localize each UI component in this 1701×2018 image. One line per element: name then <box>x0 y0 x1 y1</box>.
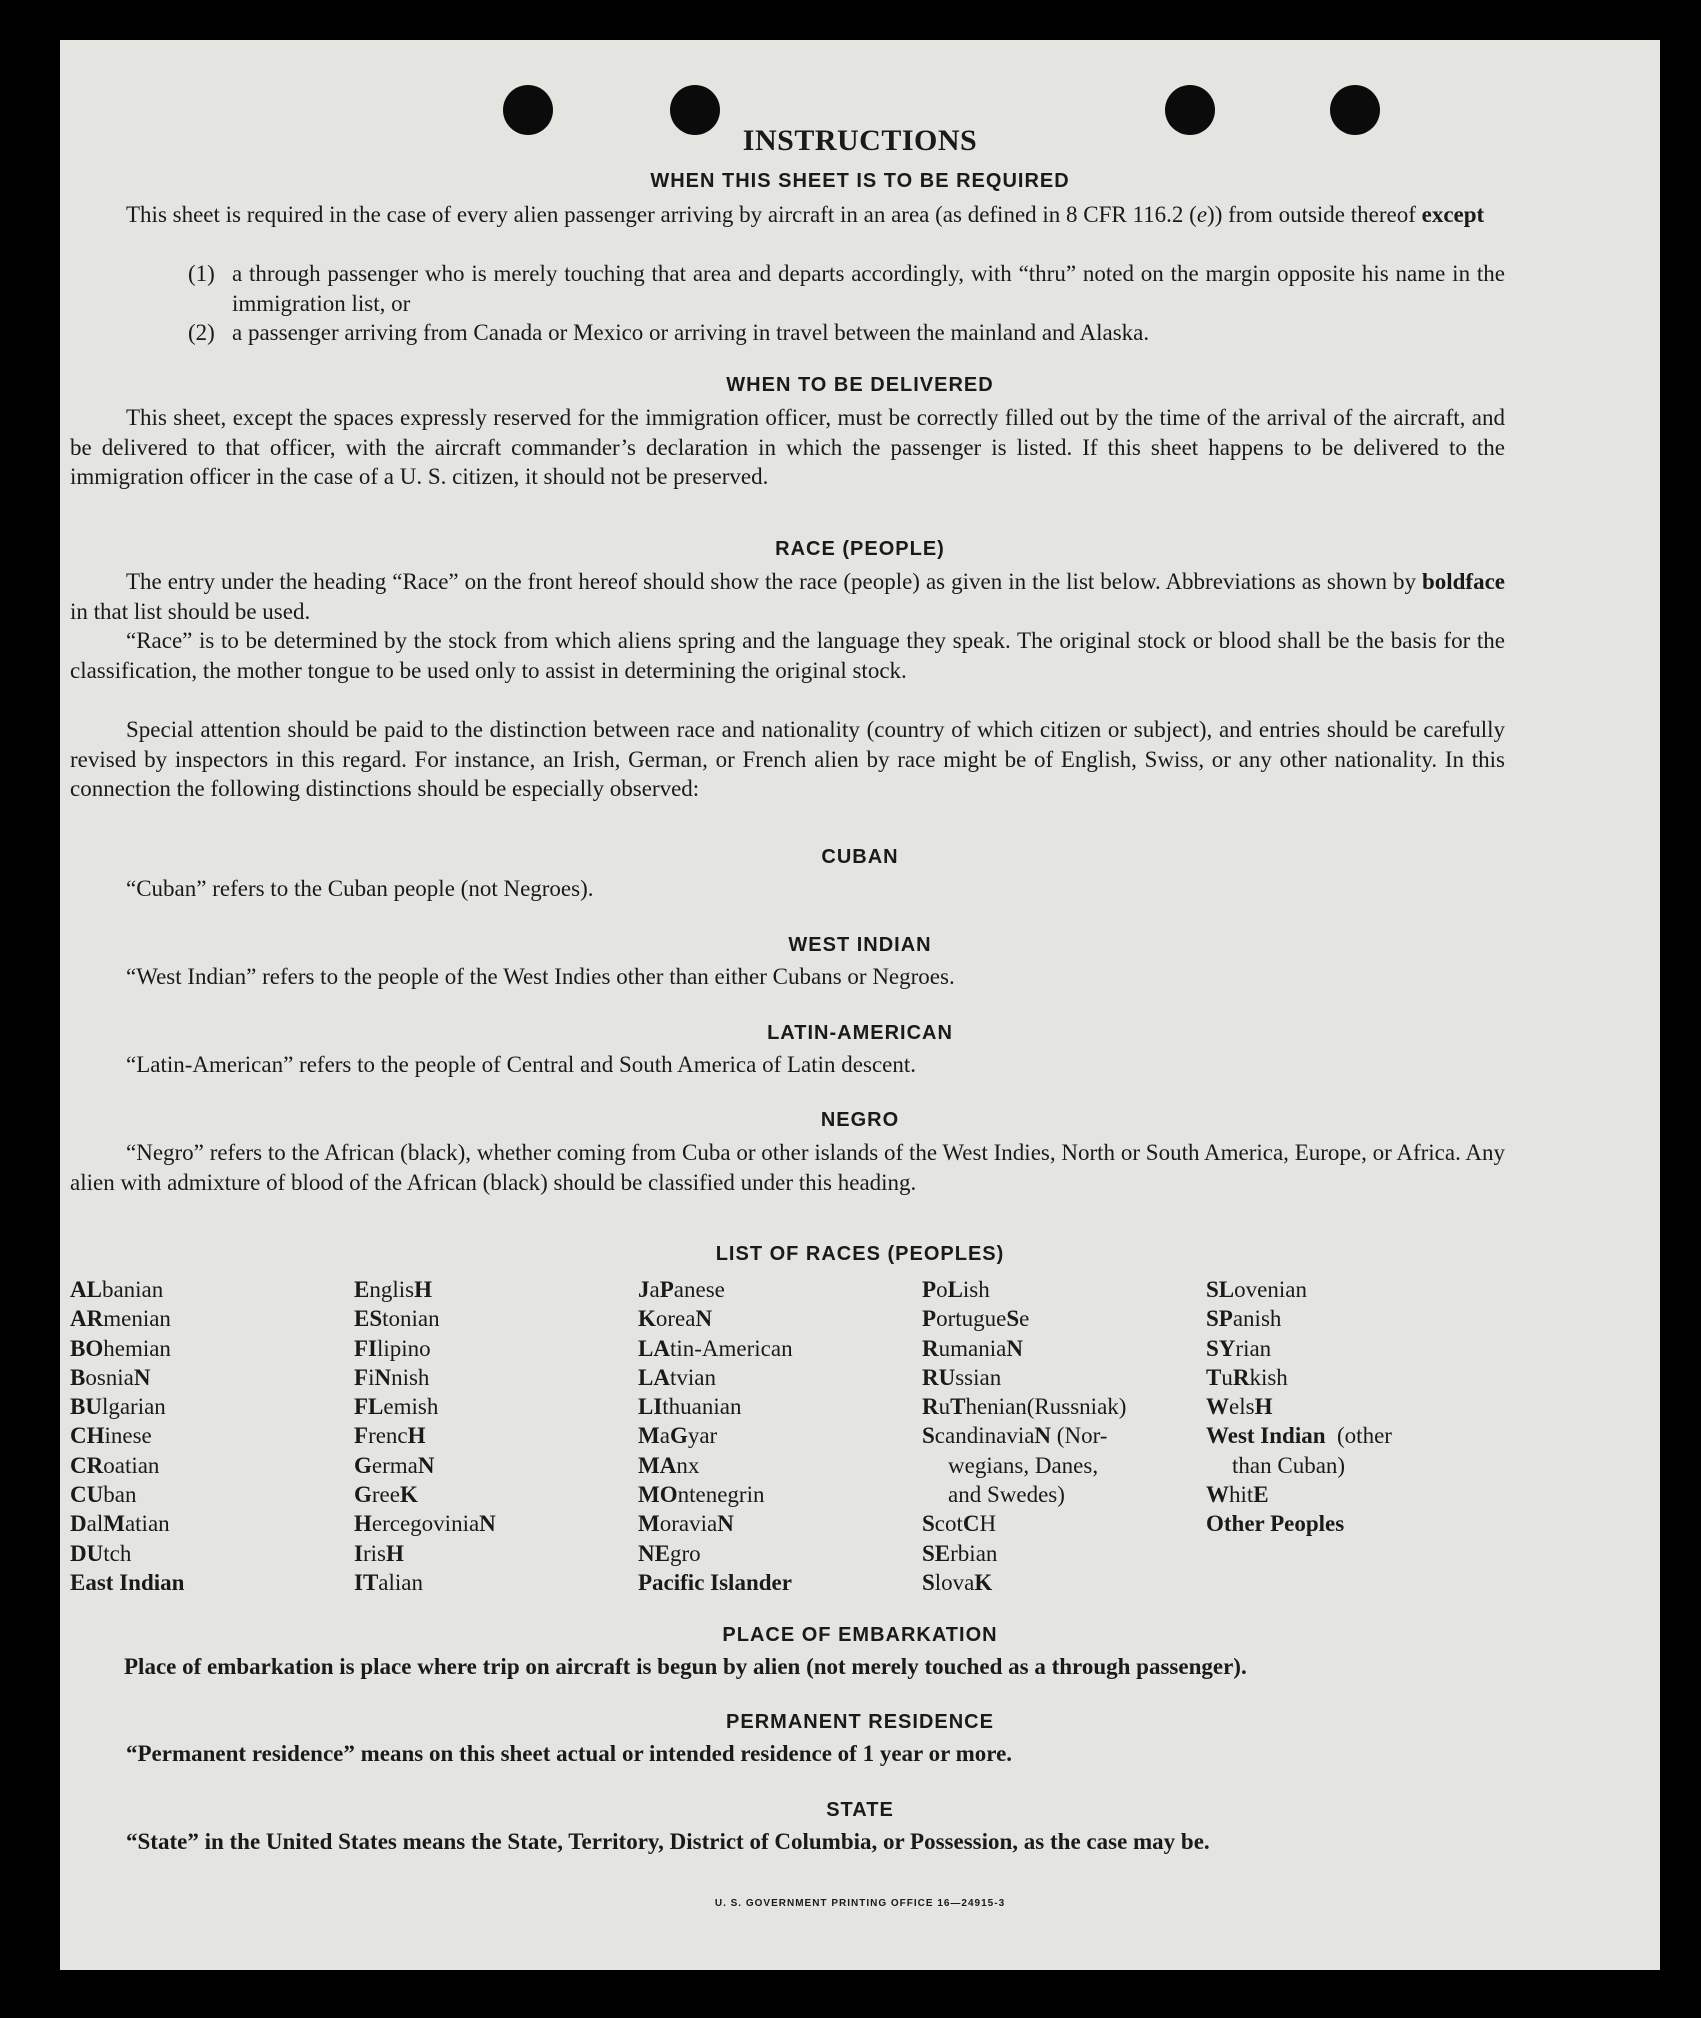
race-abbrev-bold: N <box>417 1452 435 1478</box>
race-text: hit <box>1229 1482 1254 1508</box>
west-indian-text: “West Indian” refers to the people of the West Indies other than either Cubans or Negroes. <box>126 964 955 989</box>
race-text: rbian <box>950 1540 998 1566</box>
race-abbrev-bold: W <box>1206 1394 1229 1420</box>
race-text: ovenian <box>1234 1277 1307 1302</box>
race-entry <box>354 1480 496 1509</box>
race-text: candinavia <box>934 1423 1035 1449</box>
race-text: osnia <box>85 1364 134 1390</box>
section-heading-when-delivered: WHEN TO BE DELIVERED <box>726 374 994 396</box>
race-abbrev-bold: N <box>1006 1335 1023 1361</box>
race-text: than Cuban) <box>1232 1452 1346 1478</box>
race-entry <box>70 1275 184 1304</box>
race-abbrev-bold: FL <box>354 1394 384 1420</box>
race-abbrev-bold: SY <box>1206 1335 1236 1361</box>
race-entry <box>354 1568 496 1597</box>
race-text: els <box>1229 1394 1255 1420</box>
race-text: banian <box>101 1277 164 1302</box>
race-abbrev-bold: K <box>399 1482 418 1508</box>
when-required-intro <box>70 200 1505 230</box>
negro-text: “Negro” refers to the African (black), whether coming from Cuba or other islands of the West Indies, North or South America, Europe, or Africa. Any alien with admixture of blood of the African (black) should be classified under this heading. <box>70 1140 1505 1195</box>
race-entry <box>70 1363 184 1392</box>
race-abbrev-bold: West Indian <box>1206 1423 1326 1449</box>
race-entry <box>70 1451 184 1480</box>
race-text: cot <box>934 1511 963 1537</box>
race-abbrev-bold: M <box>638 1511 660 1537</box>
race-abbrev-bold: W <box>1206 1482 1229 1508</box>
race-abbrev-bold: Pacific Islander <box>638 1569 792 1595</box>
race-text: (Nor- <box>1051 1423 1108 1449</box>
race-abbrev-bold: LI <box>638 1394 663 1420</box>
race-abbrev-bold: N <box>1034 1423 1052 1449</box>
race-text: orea <box>655 1306 696 1332</box>
intro-text-b: )) from outside thereof <box>1207 202 1422 227</box>
residence-body: “Permanent residence” means on this sheet actual or intended residence of 1 year or more. <box>126 1741 1013 1766</box>
races-column-3 <box>638 1275 793 1597</box>
race-abbrev-bold: AR <box>70 1306 104 1332</box>
race-text: ntenegrin <box>677 1482 765 1508</box>
race-entry <box>70 1392 184 1421</box>
race-abbrev-bold: S <box>1006 1306 1020 1332</box>
race-entry <box>922 1275 1126 1304</box>
race-text: anese <box>673 1277 725 1302</box>
document-sheet <box>60 40 1660 1970</box>
item-1-number: (1) <box>188 261 215 286</box>
race-abbrev-bold: MA <box>638 1452 677 1478</box>
race-text: a <box>649 1277 660 1302</box>
race-text: henian(Russniak) <box>965 1394 1127 1420</box>
latin-american-text: “Latin-American” refers to the people of Central and South America of Latin descent. <box>126 1052 916 1077</box>
race-text: e <box>1019 1306 1030 1332</box>
race-text: oravia <box>659 1511 718 1537</box>
section-heading-negro: NEGRO <box>820 1109 900 1131</box>
race-entry <box>922 1421 1126 1450</box>
race-text: inese <box>104 1423 152 1449</box>
race-entry <box>70 1509 184 1538</box>
race-abbrev-bold: FI <box>354 1335 377 1361</box>
race-abbrev-bold: P <box>659 1277 674 1302</box>
race-abbrev-bold: BO <box>70 1335 104 1361</box>
race-abbrev-bold: N <box>374 1364 392 1390</box>
race-entry <box>922 1451 1126 1480</box>
race-abbrev-bold: BU <box>70 1394 102 1420</box>
when-delivered-text: This sheet, except the spaces expressly reserved for the immigration officer, must be correctly filled out by the time of the arrival of the aircraft, and be delivered to that officer, with the aircraft commander’s declaration in which the passenger is listed. If this sheet happens to be delivered to the immigration officer in the case of a U. S. citizen, it should not be preserved. <box>70 405 1505 489</box>
race-abbrev-bold: P <box>922 1306 937 1332</box>
race-entry <box>922 1334 1126 1363</box>
race-abbrev-bold: M <box>103 1511 125 1537</box>
race-abbrev-bold: N <box>479 1511 496 1537</box>
race-abbrev-bold: S <box>922 1511 935 1537</box>
list-of-races-heading: LIST OF RACES (PEOPLES) <box>715 1243 1005 1265</box>
race-abbrev-bold: H <box>414 1277 432 1302</box>
race-entry <box>922 1304 1126 1333</box>
race-abbrev-bold: H <box>354 1511 372 1537</box>
printing-office-footer: U. S. GOVERNMENT PRINTING OFFICE 16—24915-3 <box>714 1898 1006 1909</box>
race-text: tch <box>103 1540 132 1566</box>
race-text: lipino <box>377 1335 431 1361</box>
race-abbrev-bold: LA <box>638 1335 670 1361</box>
race-text: nglis <box>369 1277 415 1302</box>
item-2-text: a passenger arriving from Canada or Mexico or arriving in travel between the mainland and Alaska. <box>232 320 1150 345</box>
race-abbrev-bold: F <box>354 1423 369 1449</box>
race-p1-bold: boldface <box>1421 569 1505 594</box>
race-entry <box>1206 1480 1392 1509</box>
section-heading-west-indian: WEST INDIAN <box>788 934 932 956</box>
race-text: ssian <box>955 1364 1002 1390</box>
race-text: alian <box>378 1569 423 1595</box>
race-abbrev-bold: MO <box>638 1482 678 1508</box>
race-text: rian <box>1235 1335 1272 1361</box>
section-heading-latin-american: LATIN-AMERICAN <box>767 1022 953 1044</box>
race-abbrev-bold: C <box>962 1511 980 1537</box>
race-entry <box>638 1480 793 1509</box>
race-text: yar <box>687 1423 718 1449</box>
races-column-2 <box>354 1275 496 1597</box>
race-text: tin-American <box>669 1335 793 1361</box>
race-abbrev-bold: B <box>70 1364 86 1390</box>
race-abbrev-bold: P <box>922 1277 937 1302</box>
race-text: ban <box>103 1482 137 1508</box>
section-heading-race: RACE (PEOPLE) <box>775 538 945 560</box>
race-text: lgarian <box>101 1394 166 1420</box>
race-entry <box>1206 1304 1392 1333</box>
race-p1-b: in that list should be used. <box>70 598 311 624</box>
race-paragraph-3: Special attention should be paid to the distinction between race and nationality (country of which citizen or subject), and entries should be carefully revised by inspectors in this regard. For instance, an Irish, German, or French alien by race might be of English, Swiss, or any other nationality. In this connection the following distinctions should be especially observed: <box>70 717 1505 801</box>
embarkation-text: Place of embarkation is place where trip on aircraft is begun by alien (not merely touched as a through passenger). <box>124 1654 1247 1679</box>
race-text: ree <box>371 1482 400 1508</box>
race-entry <box>70 1421 184 1450</box>
race-abbrev-bold: S <box>922 1423 935 1449</box>
race-abbrev-bold: G <box>669 1423 688 1449</box>
race-abbrev-bold: NE <box>638 1540 670 1566</box>
race-abbrev-bold: East Indian <box>70 1569 185 1595</box>
race-entry <box>638 1421 793 1450</box>
race-entry <box>638 1392 793 1421</box>
race-text: emish <box>383 1394 439 1420</box>
intro-text-e: e <box>1196 202 1208 227</box>
race-abbrev-bold: F <box>354 1364 369 1390</box>
races-column-5 <box>1206 1275 1392 1539</box>
race-abbrev-bold: E <box>1253 1482 1269 1508</box>
race-entry <box>922 1392 1126 1421</box>
race-text: u <box>938 1394 951 1420</box>
race-abbrev-bold: CH <box>70 1423 105 1449</box>
race-abbrev-bold: IT <box>354 1569 379 1595</box>
race-abbrev-bold: DU <box>70 1540 104 1566</box>
races-column-4 <box>922 1275 1126 1597</box>
race-text: erma <box>371 1452 418 1478</box>
race-text: ris <box>362 1540 386 1566</box>
races-column-1 <box>70 1275 184 1597</box>
race-entry <box>922 1509 1126 1538</box>
race-abbrev-bold: R <box>1232 1364 1250 1390</box>
section-heading-residence: PERMANENT RESIDENCE <box>726 1711 994 1733</box>
intro-except: except <box>1421 202 1485 227</box>
race-abbrev-bold: N <box>133 1364 151 1390</box>
race-text: umania <box>938 1335 1007 1361</box>
race-abbrev-bold: H <box>385 1540 404 1566</box>
race-entry <box>922 1539 1126 1568</box>
race-abbrev-bold: T <box>950 1394 966 1420</box>
race-entry <box>638 1275 793 1304</box>
race-abbrev-bold: G <box>354 1482 372 1508</box>
item-2-number: (2) <box>188 320 215 345</box>
race-abbrev-bold: K <box>638 1306 656 1332</box>
race-abbrev-bold: K <box>974 1569 993 1595</box>
race-entry <box>70 1334 184 1363</box>
race-p1-a: The entry under the heading “Race” on the front hereof should show the race (people) as given in the list below. Abbreviations as shown by <box>126 569 1422 594</box>
race-text: oatian <box>103 1452 160 1478</box>
race-entry <box>70 1304 184 1333</box>
race-text: i <box>368 1364 375 1390</box>
state-text: “State” in the United States means the State, Territory, District of Columbia, or Possession, as the case may be. <box>126 1829 1210 1854</box>
race-entry <box>638 1451 793 1480</box>
race-entry <box>1206 1363 1392 1392</box>
race-abbrev-bold: M <box>638 1423 660 1449</box>
race-abbrev-bold: I <box>354 1540 363 1566</box>
race-text: and Swedes) <box>948 1482 1065 1508</box>
race-entry <box>1206 1509 1392 1538</box>
race-abbrev-bold: ES <box>354 1306 383 1332</box>
race-entry <box>1206 1451 1392 1480</box>
race-text: gro <box>669 1540 701 1566</box>
race-text: kish <box>1249 1364 1288 1390</box>
race-entry <box>354 1275 496 1304</box>
race-entry <box>70 1568 184 1597</box>
race-text: anish <box>1232 1306 1282 1332</box>
race-entry <box>1206 1275 1392 1304</box>
section-heading-cuban: CUBAN <box>821 846 899 868</box>
race-abbrev-bold: SP <box>1206 1306 1233 1332</box>
race-abbrev-bold: SL <box>1206 1277 1235 1302</box>
residence-text <box>70 1739 1505 1769</box>
race-entry <box>70 1539 184 1568</box>
race-paragraph-1 <box>70 567 1505 626</box>
race-entry <box>1206 1392 1392 1421</box>
race-abbrev-bold: AL <box>70 1277 102 1302</box>
race-entry <box>354 1392 496 1421</box>
race-text: H <box>979 1511 997 1537</box>
race-text: hemian <box>103 1335 171 1361</box>
race-abbrev-bold: R <box>922 1335 939 1361</box>
race-text: o <box>936 1277 948 1302</box>
race-abbrev-bold: Other Peoples <box>1206 1511 1345 1537</box>
race-entry <box>354 1363 496 1392</box>
race-entry <box>922 1480 1126 1509</box>
race-text: menian <box>103 1306 171 1332</box>
race-entry <box>922 1363 1126 1392</box>
race-entry <box>354 1539 496 1568</box>
cuban-text: “Cuban” refers to the Cuban people (not Negroes). <box>126 876 594 901</box>
race-abbrev-bold: RU <box>922 1364 956 1390</box>
race-abbrev-bold: L <box>947 1277 963 1302</box>
race-text: u <box>1221 1364 1233 1390</box>
section-heading-when-required: WHEN THIS SHEET IS TO BE REQUIRED <box>650 170 1070 192</box>
race-entry <box>638 1568 793 1597</box>
race-entry <box>354 1304 496 1333</box>
section-heading-state: STATE <box>826 1799 894 1821</box>
page-title: INSTRUCTIONS <box>742 124 978 157</box>
race-entry <box>354 1421 496 1450</box>
race-abbrev-bold: E <box>354 1277 370 1302</box>
race-text: ish <box>962 1277 990 1302</box>
race-text: wegians, Danes, <box>948 1452 1099 1478</box>
race-entry <box>354 1509 496 1538</box>
race-entry <box>70 1480 184 1509</box>
race-text: nx <box>676 1452 700 1478</box>
race-abbrev-bold: J <box>638 1277 650 1302</box>
section-heading-embarkation: PLACE OF EMBARKATION <box>722 1624 998 1646</box>
race-abbrev-bold: R <box>922 1394 939 1420</box>
intro-text-a: This sheet is required in the case of every alien passenger arriving by aircraft in an area (as defined in 8 CFR 116.2 ( <box>126 202 1197 227</box>
race-entry <box>922 1568 1126 1597</box>
race-abbrev-bold: T <box>1206 1364 1222 1390</box>
race-abbrev-bold: H <box>1254 1394 1273 1420</box>
race-text: nish <box>391 1364 430 1390</box>
race-text: tvian <box>669 1364 716 1390</box>
race-entry <box>638 1304 793 1333</box>
race-abbrev-bold: CR <box>70 1452 104 1478</box>
item-1-text: a through passenger who is merely touching that area and departs accordingly, with “thru” noted on the margin opposite his name in the immigration list, or <box>232 261 1505 316</box>
race-abbrev-bold: G <box>354 1452 372 1478</box>
race-text: thuanian <box>662 1394 742 1420</box>
races-list <box>70 1275 1570 1595</box>
race-text: lova <box>934 1569 975 1595</box>
race-paragraph-2: “Race” is to be determined by the stock from which aliens spring and the language they speak. The original stock or blood shall be the basis for the classification, the mother tongue to be used only to assist in determining the original stock. <box>70 628 1505 683</box>
race-text: ercegovinia <box>371 1511 480 1537</box>
race-abbrev-bold: N <box>717 1511 734 1537</box>
race-entry <box>638 1334 793 1363</box>
race-entry <box>638 1509 793 1538</box>
race-abbrev-bold: D <box>70 1511 87 1537</box>
race-text: a <box>659 1423 670 1449</box>
race-entry <box>354 1334 496 1363</box>
race-text: tonian <box>382 1306 440 1332</box>
race-entry <box>1206 1334 1392 1363</box>
race-entry <box>638 1363 793 1392</box>
race-abbrev-bold: LA <box>638 1364 670 1390</box>
race-entry <box>638 1539 793 1568</box>
race-abbrev-bold: S <box>922 1569 935 1595</box>
race-text: atian <box>124 1511 170 1537</box>
race-abbrev-bold: CU <box>70 1482 104 1508</box>
race-text: (other <box>1325 1423 1392 1449</box>
race-entry <box>354 1451 496 1480</box>
race-entry <box>1206 1421 1392 1450</box>
race-abbrev-bold: SE <box>922 1540 951 1566</box>
race-abbrev-bold: N <box>695 1306 713 1332</box>
race-text: ortugue <box>936 1306 1007 1332</box>
race-abbrev-bold: H <box>407 1423 426 1449</box>
race-text: al <box>86 1511 104 1537</box>
race-text: renc <box>368 1423 408 1449</box>
